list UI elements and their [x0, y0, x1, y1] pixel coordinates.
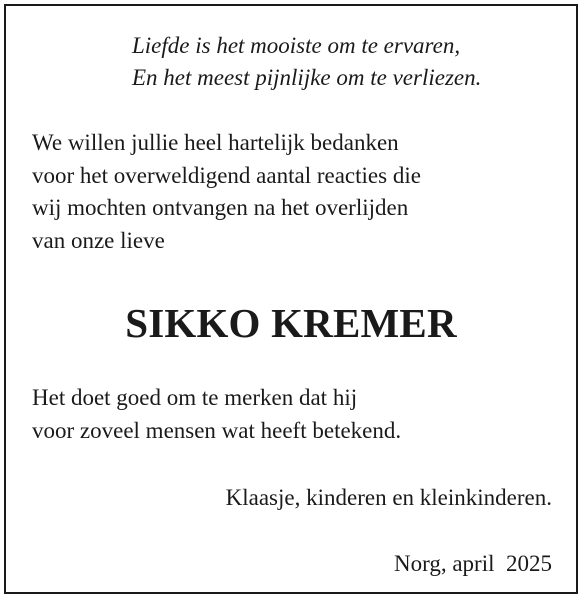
closing-line-1: Het doet goed om te merken dat hij: [32, 385, 358, 410]
poem: [132, 30, 481, 94]
closing-paragraph: [32, 382, 401, 447]
signature: Klaasje, kinderen en kleinkinderen.: [225, 485, 552, 510]
thanks-line-1: We willen jullie heel hartelijk bedanken: [32, 130, 399, 155]
deceased-name: SIKKO KREMER: [125, 300, 457, 346]
poem-line-1: Liefde is het mooiste om te ervaren,: [132, 33, 461, 58]
place-date: Norg, april 2025: [393, 551, 552, 576]
thanks-paragraph: [32, 127, 421, 257]
poem-line-2: En het meest pijnlijke om te verliezen.: [132, 65, 482, 90]
notice-frame: [4, 4, 578, 594]
thanks-line-4: van onze lieve: [32, 227, 165, 253]
closing-line-2: voor zoveel mensen wat heeft betekend.: [32, 417, 402, 443]
thanks-line-2: voor het overweldigend aantal reacties die: [32, 162, 421, 188]
thanks-line-3: wij mochten ontvangen na het overlijden: [32, 195, 409, 220]
